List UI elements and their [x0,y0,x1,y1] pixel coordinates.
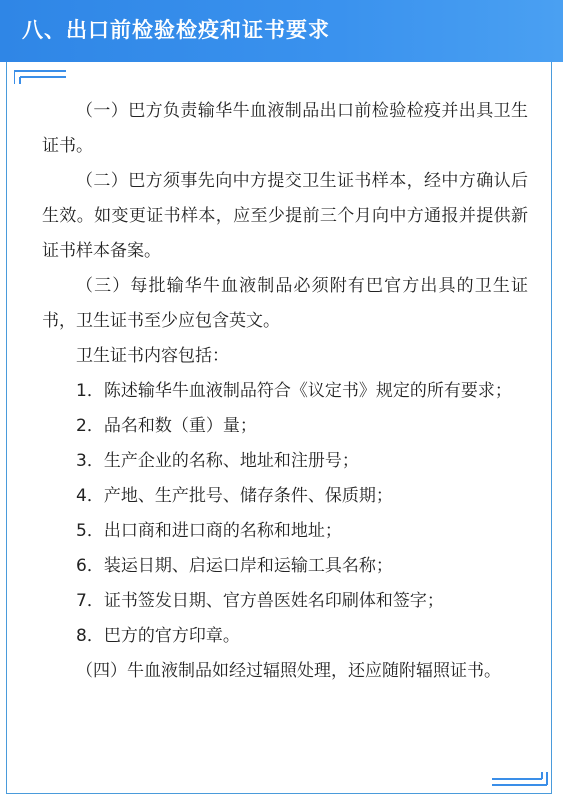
list-item-7: 7．证书签发日期、官方兽医姓名印刷体和签字； [76,591,444,611]
paragraph-1: （一）巴方负责输华牛血液制品出口前检验检疫并出具卫生证书。 [42,101,528,156]
paragraph-3: （三）每批输华牛血液制品必须附有巴官方出具的卫生证书，卫生证书至少应包含英文。 [42,276,528,331]
list-item-8: 8．巴方的官方印章。 [76,626,240,646]
document-body [42,94,528,689]
paragraph-2: （二）巴方须事先向中方提交卫生证书样本，经中方确认后生效。如变更证书样本，应至少提前三个月向中方通报并提供新证书样本备案。 [42,171,528,261]
list-item-5: 5．出口商和进口商的名称和地址； [76,521,342,541]
paragraph-4: （四）牛血液制品如经过辐照处理，还应随附辐照证书。 [76,661,501,681]
list-item-2: 2．品名和数（重）量； [76,416,257,436]
corner-decoration-top-left [14,70,66,86]
section-header [0,0,563,62]
list-item-6: 6．装运日期、启运口岸和运输工具名称； [76,556,393,576]
corner-decoration-bottom-right [492,770,548,786]
certificate-contents-heading: 卫生证书内容包括： [76,346,229,366]
section-title: 八、出口前检验检疫和证书要求 [22,18,330,42]
list-item-4: 4．产地、生产批号、储存条件、保质期； [76,486,393,506]
list-item-1: 1．陈述输华牛血液制品符合《议定书》规定的所有要求； [76,381,512,401]
list-item-3: 3．生产企业的名称、地址和注册号； [76,451,359,471]
